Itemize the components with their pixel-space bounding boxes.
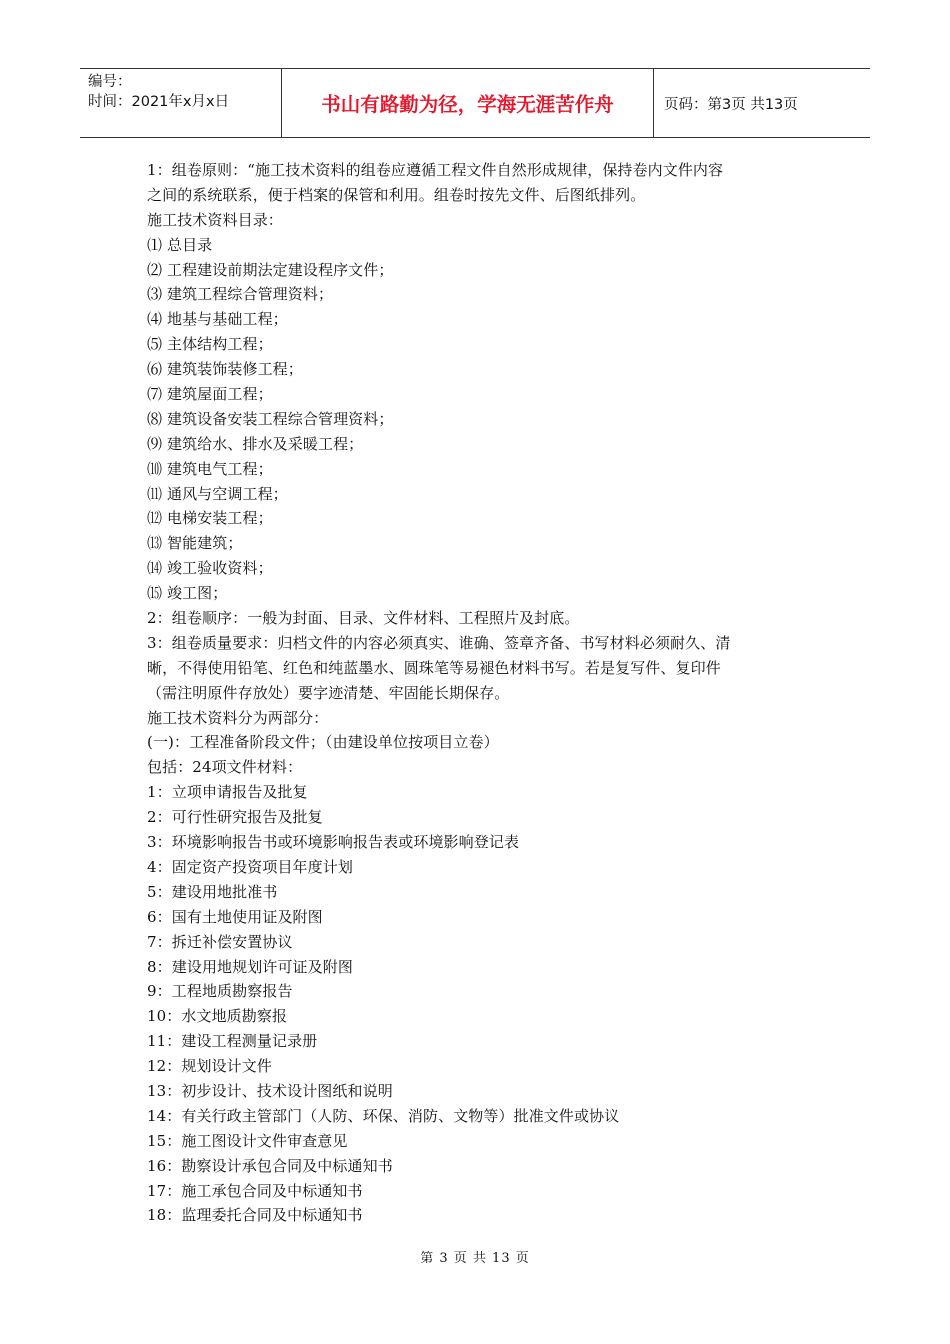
list-item: 8：建设用地规划许可证及附图 (147, 957, 353, 976)
catalog-item: ⑺ 建筑屋面工程； (147, 385, 273, 404)
body-line: 之间的系统联系，便于档案的保管和利用。组卷时按先文件、后图纸排列。 (147, 185, 646, 204)
catalog-item: ⒂ 竣工图； (147, 584, 228, 603)
list-item: 7：拆迁补偿安置协议 (147, 932, 293, 951)
header-table (80, 68, 870, 138)
body-line: 2：组卷顺序：一般为封面、目录、文件材料、工程照片及封底。 (147, 609, 580, 628)
catalog-item: ⑶ 建筑工程综合管理资料； (147, 285, 334, 304)
document-number-label: 编号： (88, 74, 132, 90)
page-footer: 第 3 页 共 13 页 (420, 1251, 530, 1266)
catalog-item: ⑵ 工程建设前期法定建设程序文件； (147, 260, 394, 279)
list-item: 2：可行性研究报告及批复 (147, 808, 323, 827)
body-line: （需注明原件存放处）要字迹清楚、牢固能长期保存。 (147, 683, 510, 702)
catalog-item: ⑽ 建筑电气工程； (147, 459, 273, 478)
list-item: 14：有关行政主管部门（人防、环保、消防、文物等）批准文件或协议 (147, 1106, 620, 1125)
list-item: 3：环境影响报告书或环境影响报告表或环境影响登记表 (147, 833, 520, 852)
list-item: 1：立项申请报告及批复 (147, 783, 308, 802)
list-item: 9：工程地质勘察报告 (147, 982, 293, 1001)
list-item: 10：水文地质勘察报 (147, 1007, 288, 1026)
body-line: 1：组卷原则：“施工技术资料的组卷应遵循工程文件自然形成规律，保持卷内文件内容 (147, 161, 724, 179)
list-item: 15：施工图设计文件审查意见 (147, 1131, 348, 1150)
catalog-item: ⑻ 建筑设备安装工程综合管理资料； (147, 409, 394, 428)
body-line: 包括：24项文件材料： (147, 758, 303, 777)
catalog-item: ⑴ 总目录 (147, 235, 213, 254)
catalog-item: ⑷ 地基与基础工程； (147, 310, 288, 329)
list-item: 13：初步设计、技术设计图纸和说明 (147, 1081, 393, 1100)
list-item: 17：施工承包合同及中标通知书 (147, 1181, 363, 1200)
catalog-item: ⑸ 主体结构工程； (147, 335, 273, 354)
body-line: 施工技术资料目录： (147, 210, 283, 229)
list-item: 6：国有土地使用证及附图 (147, 907, 323, 926)
catalog-item: ⑾ 通风与空调工程； (147, 484, 288, 503)
header-motto: 书山有路勤为径，学海无涯苦作舟 (282, 69, 654, 137)
list-item: 16：勘察设计承包合同及中标通知书 (147, 1156, 393, 1175)
body-line: 晰，不得使用铅笔、红色和纯蓝墨水、圆珠笔等易褪色材料书写。若是复写件、复印件 (147, 658, 721, 677)
catalog-item: ⑹ 建筑装饰装修工程； (147, 360, 303, 379)
list-item: 4：固定资产投资项目年度计划 (147, 857, 353, 876)
body-line: 3：组卷质量要求：归档文件的内容必须真实、谁确、签章齐备、书写材料必须耐久、清 (147, 633, 731, 652)
catalog-item: ⒀ 智能建筑； (147, 534, 243, 553)
list-item: 12：规划设计文件 (147, 1057, 272, 1076)
header-page-info: 页码：第3页 共13页 (664, 96, 798, 113)
document-body (147, 158, 812, 1228)
catalog-item: ⑼ 建筑给水、排水及采暖工程； (147, 434, 364, 453)
catalog-item: ⑿ 电梯安装工程； (147, 509, 273, 528)
document-date: 时间：2021年x月x日 (88, 94, 230, 110)
list-item: 11：建设工程测量记录册 (147, 1032, 318, 1051)
section-heading: (一)：工程准备阶段文件；（由建设单位按项目立卷） (147, 733, 499, 752)
list-item: 18：监理委托合同及中标通知书 (147, 1206, 363, 1225)
header-meta (80, 69, 282, 137)
body-line: 施工技术资料分为两部分： (147, 708, 329, 727)
list-item: 5：建设用地批准书 (147, 882, 278, 901)
catalog-item: ⒁ 竣工验收资料； (147, 559, 273, 578)
